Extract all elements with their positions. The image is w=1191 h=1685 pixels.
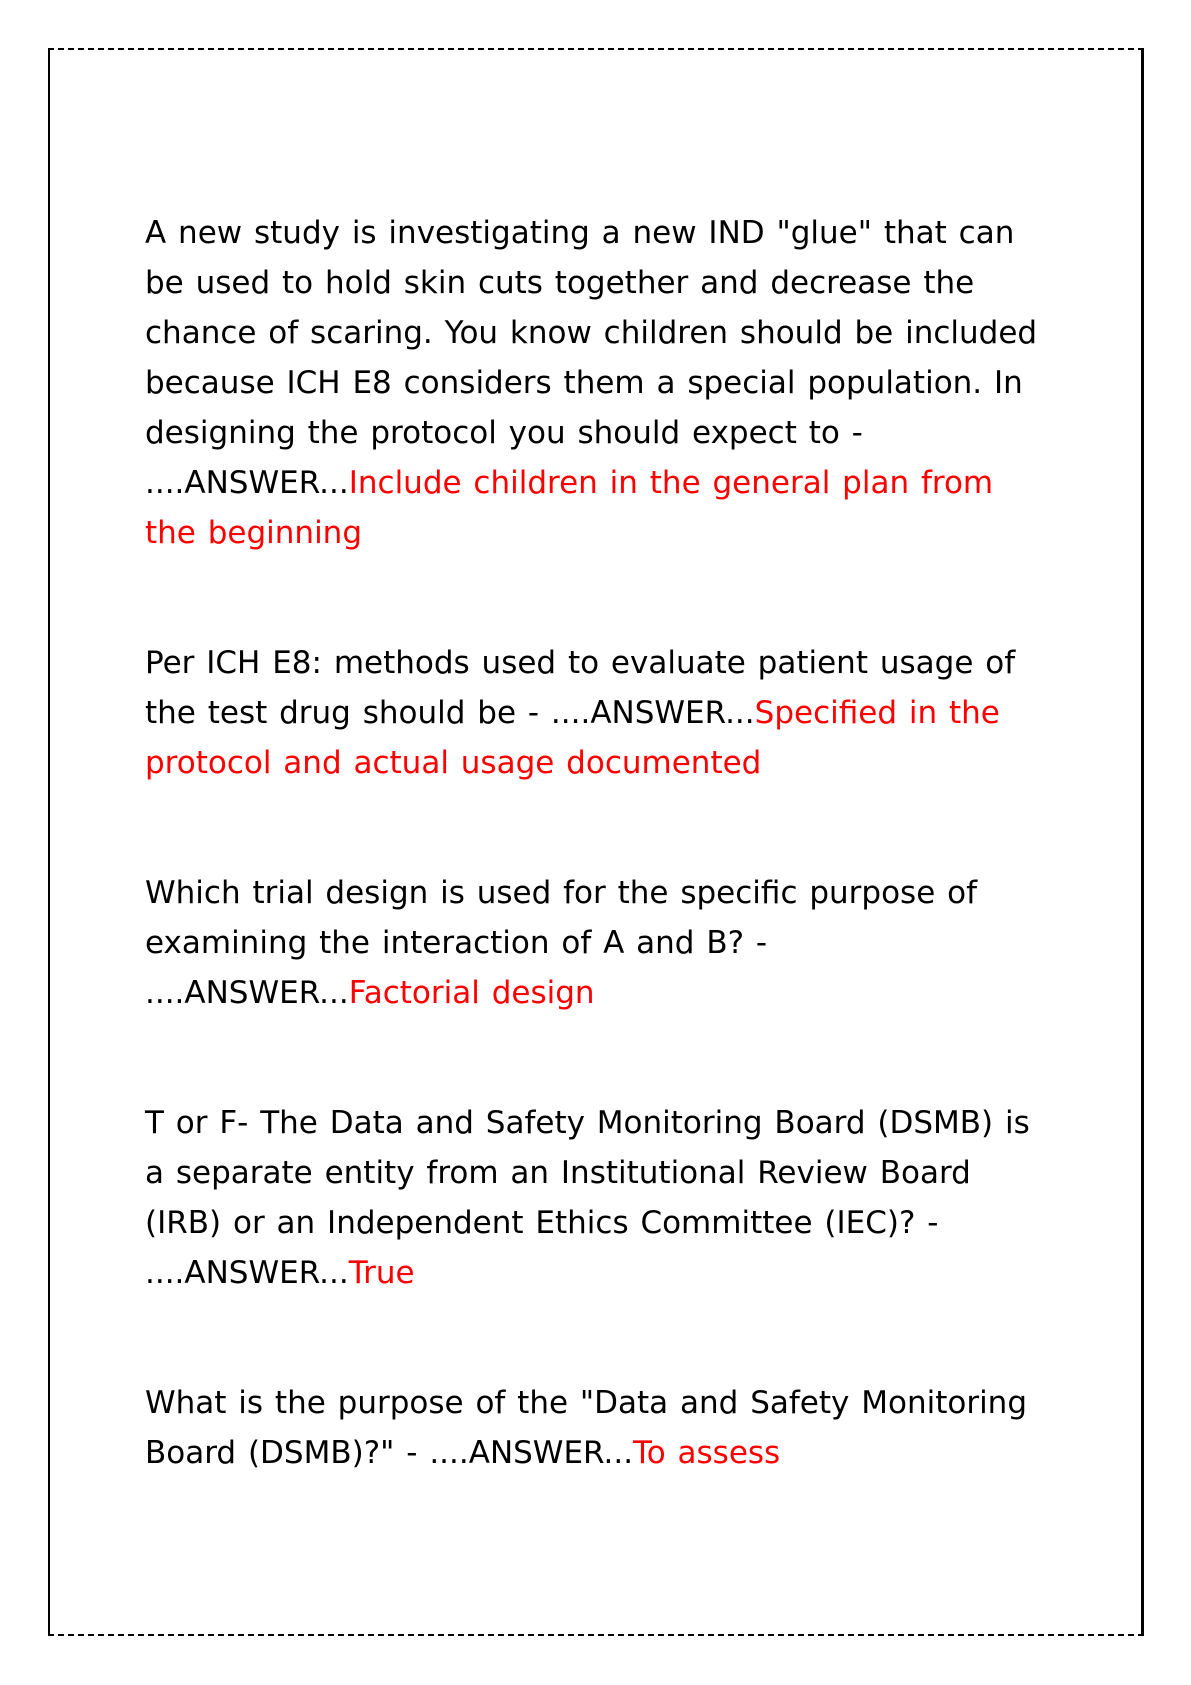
question-text: Per ICH E8: methods used to evaluate patient usage of the test drug should be - ....ANSWER... xyxy=(145,645,1016,731)
answer-text: Factorial design xyxy=(348,975,595,1011)
answer-text: To assess xyxy=(633,1435,781,1471)
answer-text: True xyxy=(348,1255,415,1291)
qa-item-3 xyxy=(145,868,1045,1018)
qa-list xyxy=(145,208,1045,1558)
qa-item-4 xyxy=(145,1098,1045,1298)
qa-item-1 xyxy=(145,208,1045,558)
answer-text: Specified in the protocol and actual usage documented xyxy=(145,695,1000,781)
question-text: A new study is investigating a new IND "glue" that can be used to hold skin cuts together and decrease the chance of scaring. You know children should be included because ICH E8 considers them a special population. In designing the protocol you should expect to - ....ANSWER... xyxy=(145,215,1038,501)
qa-item-5 xyxy=(145,1378,1045,1478)
qa-item-2 xyxy=(145,638,1045,788)
answer-text: Include children in the general plan from the beginning xyxy=(145,465,994,551)
question-text: What is the purpose of the "Data and Safety Monitoring Board (DSMB)?" - ....ANSWER... xyxy=(145,1385,1028,1471)
question-text: T or F- The Data and Safety Monitoring Board (DSMB) is a separate entity from an Institutional Review Board (IRB) or an Independent Ethics Committee (IEC)? - ....ANSWER... xyxy=(145,1105,1030,1291)
question-text: Which trial design is used for the specific purpose of examining the interaction of A and B? - ....ANSWER... xyxy=(145,875,978,1011)
